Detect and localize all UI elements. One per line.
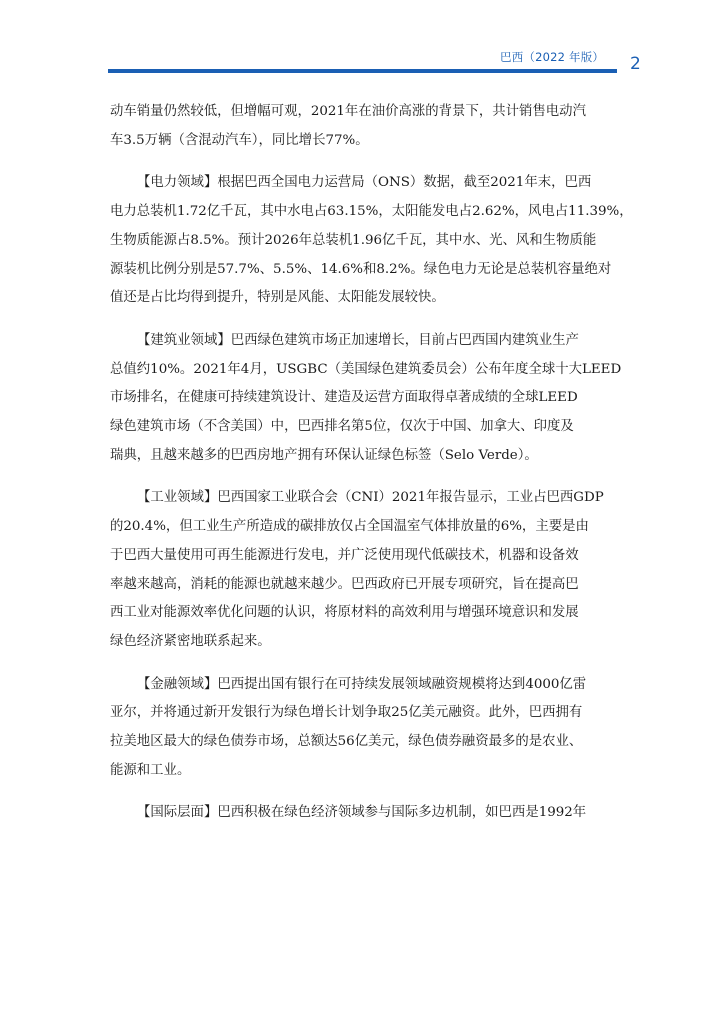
- text-line: 源装机比例分别是57.7%、5.5%、14.6%和8.2%。绿色电力无论是总装机容量绝对: [110, 261, 612, 277]
- text-line: 总值约10%。2021年4月，USGBC（美国绿色建筑委员会）公布年度全球十大LEED: [110, 361, 622, 377]
- page-number: 2: [630, 54, 641, 74]
- text-line: 【金融领域】巴西提出国有银行在可持续发展领域融资规模将达到4000亿雷: [137, 676, 587, 692]
- text-line: 西工业对能源效率优化问题的认识，将原材料的高效利用与增强环境意识和发展: [110, 605, 579, 621]
- text-line: 能源和工业。: [110, 762, 191, 778]
- text-line: 率越来越高，消耗的能源也就越来越少。巴西政府已开展专项研究，旨在提高巴: [110, 576, 579, 592]
- paragraph-ev-sales: [110, 98, 616, 155]
- paragraph-international-level: [110, 799, 616, 828]
- text-line: 【国际层面】巴西积极在绿色经济领域参与国际多边机制，如巴西是1992年: [137, 805, 587, 821]
- document-body: [110, 98, 633, 842]
- paragraph-finance-sector: [110, 671, 616, 786]
- running-header-title: 巴西（2022 年版）: [500, 50, 605, 64]
- paragraph-power-sector: [110, 169, 633, 313]
- text-line: 【工业领域】巴西国家工业联合会（CNI）2021年报告显示，工业占巴西GDP: [137, 490, 604, 506]
- text-line: 值还是占比均得到提升，特别是风能、太阳能发展较快。: [110, 290, 445, 306]
- text-line: 绿色经济紧密地联系起来。: [110, 633, 271, 649]
- text-line: 电力总装机1.72亿千瓦，其中水电占63.15%，太阳能发电占2.62%，风电占11.39%，: [110, 204, 633, 220]
- text-line: 生物质能源占8.5%。预计2026年总装机1.96亿千瓦，其中水、光、风和生物质能: [110, 232, 597, 248]
- text-line: 拉美地区最大的绿色债券市场，总额达56亿美元，绿色债券融资最多的是农业、: [110, 734, 583, 750]
- text-line: 【建筑业领域】巴西绿色建筑市场正加速增长，目前占巴西国内建筑业生产: [137, 332, 579, 348]
- text-line: 动车销量仍然较低，但增幅可观，2021年在油价高涨的背景下，共计销售电动汽: [110, 104, 586, 119]
- text-line: 亚尔，并将通过新开发银行为绿色增长计划争取25亿美元融资。此外，巴西拥有: [110, 705, 583, 721]
- paragraph-industry-sector: [110, 484, 616, 656]
- text-line: 的20.4%，但工业生产所造成的碳排放仅占全国温室气体排放量的6%，主要是由: [110, 519, 589, 535]
- text-line: 市场排名，在健康可持续建筑设计、建造及运营方面取得卓著成绩的全球LEED: [110, 390, 578, 406]
- text-line: 瑞典，且越来越多的巴西房地产拥有环保认证绿色标签（Selo Verde）。: [110, 447, 538, 463]
- text-line: 绿色建筑市场（不含美国）中，巴西排名第5位，仅次于中国、加拿大、印度及: [110, 419, 574, 435]
- header-divider: [108, 69, 617, 73]
- text-line: 【电力领域】根据巴西全国电力运营局（ONS）数据，截至2021年末，巴西: [137, 175, 592, 191]
- text-line: 车3.5万辆（含混动汽车），同比增长77%。: [110, 132, 369, 148]
- text-line: 于巴西大量使用可再生能源进行发电，并广泛使用现代低碳技术，机器和设备效: [110, 547, 579, 563]
- paragraph-construction-sector: [110, 327, 622, 471]
